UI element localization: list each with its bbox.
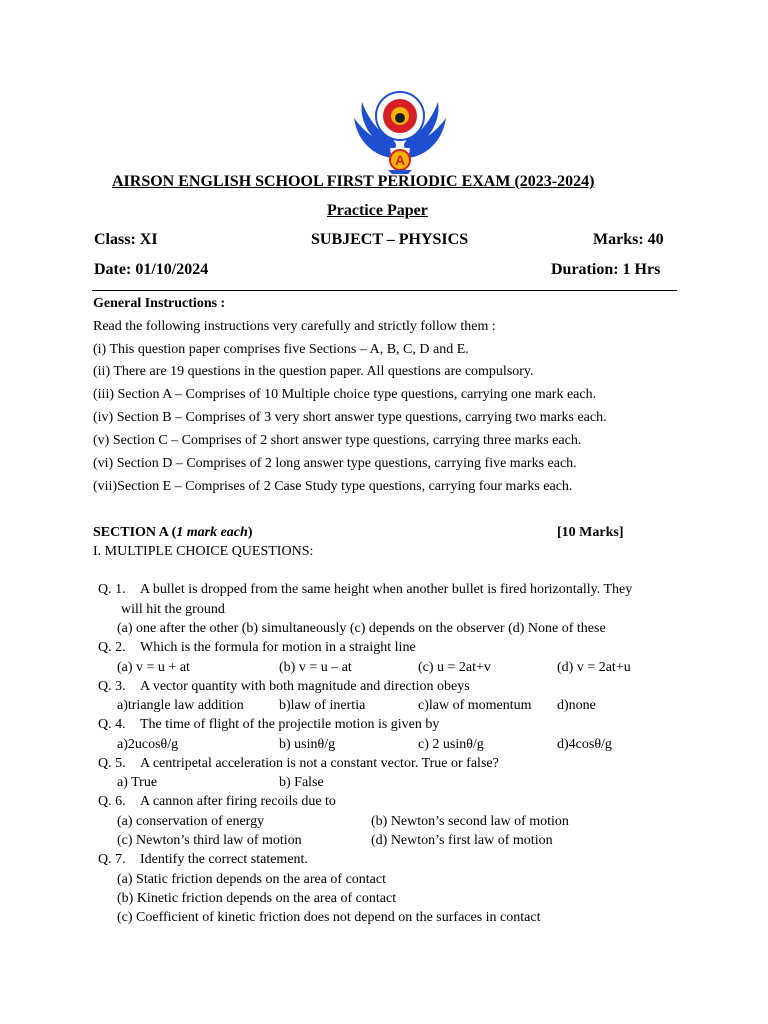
instruction-item: (ii) There are 19 questions in the question paper. All questions are compulsory.	[93, 364, 534, 379]
school-logo	[350, 88, 450, 176]
option: (c) Coefficient of kinetic friction does not depend on the surfaces in contact	[117, 910, 541, 925]
question-number: Q. 3.	[98, 679, 126, 694]
paper-type: Practice Paper	[327, 202, 428, 219]
option: (c) u = 2at+v	[418, 660, 491, 675]
header-divider	[92, 290, 677, 291]
option: (a) v = u + at	[117, 660, 190, 675]
option: (a) Static friction depends on the area of contact	[117, 872, 386, 887]
question-text: A centripetal acceleration is not a constant vector. True or false?	[140, 756, 499, 771]
question-number: Q. 6.	[98, 794, 126, 809]
class-label: Class: XI	[94, 231, 158, 248]
question-number: Q. 4.	[98, 717, 126, 732]
question-text: A cannon after firing recoils due to	[140, 794, 336, 809]
question-text: A vector quantity with both magnitude and direction obeys	[140, 679, 470, 694]
option: b)law of inertia	[279, 698, 366, 713]
option: (a) conservation of energy	[117, 814, 265, 829]
question-text: The time of flight of the projectile motion is given by	[140, 717, 440, 732]
date-label: Date: 01/10/2024	[94, 261, 209, 278]
question-options: (a) one after the other (b) simultaneously (c) depends on the observer (d) None of these	[117, 621, 606, 636]
option: b) False	[279, 775, 324, 790]
option: c)law of momentum	[418, 698, 532, 713]
marks-label: Marks: 40	[593, 231, 664, 248]
instruction-item: (iv) Section B – Comprises of 3 very short answer type questions, carrying two marks each.	[93, 410, 607, 425]
option: (d) v = 2at+u	[557, 660, 631, 675]
section-a-title: SECTION A (1 mark each)	[93, 525, 253, 540]
option: a)triangle law addition	[117, 698, 244, 713]
question-number: Q. 1.	[98, 582, 126, 597]
option: c) 2 usinθ/g	[418, 737, 484, 752]
option: a) True	[117, 775, 158, 790]
question-number: Q. 7.	[98, 852, 126, 867]
option: d)4cosθ/g	[557, 737, 612, 752]
duration-label: Duration: 1 Hrs	[551, 261, 661, 278]
instruction-item: (iii) Section A – Comprises of 10 Multiple choice type questions, carrying one mark each.	[93, 387, 597, 402]
exam-title: AIRSON ENGLISH SCHOOL FIRST PERIODIC EXAM (2023-2024)	[112, 173, 595, 190]
option: d)none	[557, 698, 596, 713]
instruction-item: (i) This question paper comprises five Sections – A, B, C, D and E.	[93, 342, 469, 357]
subject-label: SUBJECT – PHYSICS	[311, 231, 469, 248]
option: a)2ucosθ/g	[117, 737, 179, 752]
option: b) usinθ/g	[279, 737, 336, 752]
question-number: Q. 5.	[98, 756, 126, 771]
question-text: Which is the formula for motion in a straight line	[140, 640, 416, 655]
option: (b) Kinetic friction depends on the area of contact	[117, 891, 397, 906]
option: (d) Newton’s first law of motion	[371, 833, 553, 848]
question-text: Identify the correct statement.	[140, 852, 308, 867]
instructions-title: General Instructions :	[93, 296, 226, 311]
instruction-item: (v) Section C – Comprises of 2 short answer type questions, carrying three marks each.	[93, 433, 582, 448]
instruction-item: (vii)Section E – Comprises of 2 Case Study type questions, carrying four marks each.	[93, 479, 573, 494]
option: (b) v = u – at	[279, 660, 352, 675]
instructions-intro: Read the following instructions very carefully and strictly follow them :	[93, 319, 496, 334]
question-text: A bullet is dropped from the same height when another bullet is fired horizontally. They	[140, 582, 633, 597]
logo-letter: A	[394, 152, 406, 168]
section-a-marks: [10 Marks]	[557, 525, 624, 540]
option: (c) Newton’s third law of motion	[117, 833, 302, 848]
option: (b) Newton’s second law of motion	[371, 814, 569, 829]
question-text: will hit the ground	[121, 602, 225, 617]
instruction-item: (vi) Section D – Comprises of 2 long answer type questions, carrying five marks each.	[93, 456, 577, 471]
question-number: Q. 2.	[98, 640, 126, 655]
section-a-subtitle: I. MULTIPLE CHOICE QUESTIONS:	[93, 544, 314, 559]
